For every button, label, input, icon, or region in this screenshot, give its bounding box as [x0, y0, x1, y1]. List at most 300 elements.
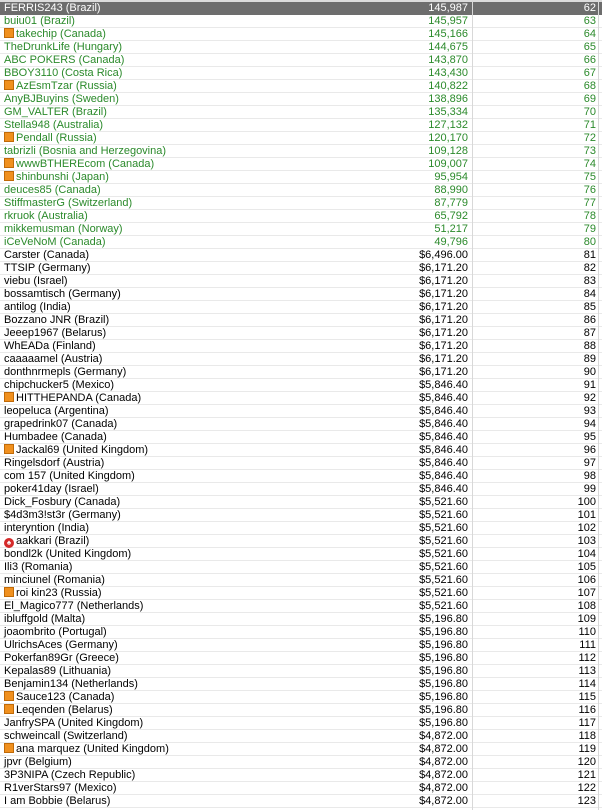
- position-cell: 93: [583, 405, 596, 417]
- player-name: ana marquez (United Kingdom): [16, 743, 169, 755]
- prize-cell: $5,846.40: [419, 392, 468, 404]
- prize-cell: $4,872.00: [419, 756, 468, 768]
- table-row[interactable]: [0, 600, 602, 613]
- table-row[interactable]: [0, 41, 602, 54]
- position-cell: 83: [583, 275, 596, 287]
- player-name-cell: [4, 626, 107, 639]
- prize-cell: $5,521.60: [419, 587, 468, 599]
- player-name-cell: [4, 288, 121, 301]
- prize-cell: 88,990: [434, 184, 468, 196]
- table-row[interactable]: [0, 639, 602, 652]
- player-name-cell: [4, 678, 138, 691]
- table-row[interactable]: [0, 210, 602, 223]
- player-name: shinbunshi (Japan): [16, 171, 109, 183]
- position-cell: 73: [583, 145, 596, 157]
- position-cell: 89: [583, 353, 596, 365]
- table-row[interactable]: [0, 353, 602, 366]
- player-name-cell: [4, 509, 121, 522]
- table-row[interactable]: [0, 67, 602, 80]
- player-name: Carster (Canada): [4, 249, 89, 261]
- player-name-cell: [4, 600, 143, 613]
- player-badge-icon: [4, 80, 14, 90]
- player-name-cell: [4, 366, 126, 379]
- table-row[interactable]: [0, 158, 602, 171]
- position-cell: 111: [579, 639, 596, 651]
- table-row[interactable]: [0, 730, 602, 743]
- prize-cell: $6,171.20: [419, 275, 468, 287]
- prize-cell: 138,896: [428, 93, 468, 105]
- table-row-selected[interactable]: [0, 2, 602, 15]
- position-cell: 104: [577, 548, 596, 560]
- player-name: chipchucker5 (Mexico): [4, 379, 115, 391]
- position-cell: 117: [578, 717, 596, 729]
- prize-cell: $5,521.60: [419, 496, 468, 508]
- player-name: mikkemusman (Norway): [4, 223, 123, 235]
- prize-cell: $6,171.20: [419, 327, 468, 339]
- prize-cell: 135,334: [428, 106, 468, 118]
- player-name-cell: [4, 132, 97, 145]
- position-cell: 113: [578, 665, 596, 677]
- table-row[interactable]: [0, 106, 602, 119]
- prize-cell: $5,521.60: [419, 561, 468, 573]
- player-badge-icon: [4, 444, 14, 454]
- prize-cell: $6,171.20: [419, 288, 468, 300]
- position-cell: 77: [583, 197, 596, 209]
- position-cell: 69: [583, 93, 596, 105]
- player-badge-icon: [4, 171, 14, 181]
- player-name-cell: [4, 236, 106, 249]
- prize-cell: $5,521.60: [419, 535, 468, 547]
- player-name: buiu01 (Brazil): [4, 15, 75, 27]
- player-name: aakkari (Brazil): [16, 535, 90, 547]
- prize-cell: 109,007: [428, 158, 468, 170]
- player-name-cell: [4, 67, 122, 80]
- position-cell: 114: [578, 678, 596, 690]
- table-row[interactable]: [0, 366, 602, 379]
- player-name-cell: [4, 782, 116, 795]
- prize-cell: $5,196.80: [419, 678, 468, 690]
- prize-cell: 65,792: [434, 210, 468, 222]
- player-name: R1verStars97 (Mexico): [4, 782, 117, 794]
- table-row[interactable]: [0, 483, 602, 496]
- table-row[interactable]: [0, 782, 602, 795]
- table-row[interactable]: [0, 301, 602, 314]
- player-name: Leqenden (Belarus): [16, 704, 113, 716]
- player-name: minciunel (Romania): [4, 574, 105, 586]
- position-cell: 100: [577, 496, 596, 508]
- player-name-cell: [4, 431, 107, 444]
- position-cell: 98: [583, 470, 596, 482]
- table-row[interactable]: [0, 444, 602, 457]
- position-cell: 105: [577, 561, 596, 573]
- player-name: Ili3 (Romania): [4, 561, 73, 573]
- player-name-cell: [4, 2, 101, 15]
- prize-cell: 51,217: [434, 223, 468, 235]
- player-name: joaombrito (Portugal): [4, 626, 107, 638]
- player-name-cell: [4, 41, 122, 54]
- player-name: TTSIP (Germany): [4, 262, 91, 274]
- position-cell: 88: [583, 340, 596, 352]
- prize-cell: $5,196.80: [419, 639, 468, 651]
- table-row[interactable]: [0, 171, 602, 184]
- prize-cell: 87,779: [434, 197, 468, 209]
- player-name: Jackal69 (United Kingdom): [16, 444, 149, 456]
- table-row[interactable]: [0, 652, 602, 665]
- table-row[interactable]: [0, 405, 602, 418]
- player-badge-icon: [4, 704, 14, 714]
- player-name: caaaaamel (Austria): [4, 353, 103, 365]
- player-name-cell: [4, 340, 96, 353]
- prize-cell: $5,196.80: [419, 652, 468, 664]
- player-name: Pokerfan89Gr (Greece): [4, 652, 119, 664]
- position-cell: 64: [583, 28, 596, 40]
- table-row[interactable]: [0, 54, 602, 67]
- player-name: GM_VALTER (Brazil): [4, 106, 107, 118]
- player-name-cell: [4, 184, 101, 197]
- position-cell: 62: [583, 2, 596, 14]
- column-divider: [598, 0, 599, 810]
- player-name: iCeVeNoM (Canada): [4, 236, 106, 248]
- table-row[interactable]: [0, 392, 602, 405]
- table-row[interactable]: [0, 704, 602, 717]
- prize-cell: $5,846.40: [419, 418, 468, 430]
- table-row[interactable]: [0, 613, 602, 626]
- prize-cell: $4,872.00: [419, 769, 468, 781]
- player-name: HITTHEPANDA (Canada): [16, 392, 142, 404]
- position-cell: 71: [583, 119, 596, 131]
- position-cell: 70: [583, 106, 596, 118]
- prize-cell: $5,846.40: [419, 444, 468, 456]
- player-name: I am Bobbie (Belarus): [4, 795, 111, 807]
- table-row[interactable]: [0, 769, 602, 782]
- table-row[interactable]: [0, 236, 602, 249]
- player-name-cell: [4, 756, 72, 769]
- player-name-cell: [4, 522, 89, 535]
- player-name-cell: [4, 353, 102, 366]
- player-name-cell: [4, 548, 131, 561]
- prize-cell: $5,846.40: [419, 470, 468, 482]
- prize-cell: $5,846.40: [419, 405, 468, 417]
- position-cell: 109: [577, 613, 596, 625]
- player-name-cell: [4, 93, 119, 106]
- player-name: Stella948 (Australia): [4, 119, 104, 131]
- prize-cell: 95,954: [434, 171, 468, 183]
- prize-cell: $4,872.00: [419, 795, 468, 807]
- spade-icon: ♠: [4, 538, 14, 548]
- player-name: UlrichsAces (Germany): [4, 639, 118, 651]
- player-name-cell: [4, 301, 71, 314]
- prize-cell: $6,171.20: [419, 366, 468, 378]
- prize-cell: $5,846.40: [419, 431, 468, 443]
- player-name-cell: [4, 171, 109, 184]
- player-name: ABC POKERS (Canada): [4, 54, 125, 66]
- table-row[interactable]: [0, 509, 602, 522]
- position-cell: 66: [583, 54, 596, 66]
- table-row[interactable]: [0, 184, 602, 197]
- position-cell: 101: [577, 509, 596, 521]
- prize-cell: 145,957: [428, 15, 468, 27]
- table-row[interactable]: [0, 132, 602, 145]
- table-row[interactable]: [0, 327, 602, 340]
- position-cell: 65: [583, 41, 596, 53]
- prize-cell: $5,196.80: [419, 626, 468, 638]
- prize-cell: 144,675: [428, 41, 468, 53]
- prize-cell: $6,171.20: [419, 262, 468, 274]
- position-cell: 97: [583, 457, 596, 469]
- table-row[interactable]: [0, 223, 602, 236]
- player-name: donthnrmepls (Germany): [4, 366, 127, 378]
- player-name-cell: [4, 54, 124, 67]
- player-name-cell: [4, 145, 166, 158]
- prize-cell: $5,521.60: [419, 548, 468, 560]
- table-row[interactable]: [0, 28, 602, 41]
- player-name: rkruok (Australia): [4, 210, 88, 222]
- player-name: 3P3NIPA (Czech Republic): [4, 769, 136, 781]
- table-row[interactable]: [0, 249, 602, 262]
- player-name-cell: [4, 444, 148, 457]
- player-badge-icon: [4, 392, 14, 402]
- player-name: bossamtisch (Germany): [4, 288, 121, 300]
- player-name-cell: [4, 418, 117, 431]
- position-cell: 121: [577, 769, 596, 781]
- player-name-cell: [4, 795, 110, 808]
- player-name: AzEsmTzar (Russia): [16, 80, 117, 92]
- table-row[interactable]: [0, 522, 602, 535]
- player-badge-icon: [4, 587, 14, 597]
- player-name: TheDrunkLife (Hungary): [4, 41, 122, 53]
- prize-cell: 120,170: [428, 132, 468, 144]
- player-name: El_Magico777 (Netherlands): [4, 600, 144, 612]
- position-cell: 75: [583, 171, 596, 183]
- player-name: FERRIS243 (Brazil): [4, 2, 101, 14]
- table-row[interactable]: [0, 574, 602, 587]
- prize-cell: $5,521.60: [419, 574, 468, 586]
- prize-cell: $5,521.60: [419, 600, 468, 612]
- prize-cell: $5,846.40: [419, 483, 468, 495]
- player-name-cell: [4, 470, 135, 483]
- player-name-cell: [4, 730, 128, 743]
- table-row[interactable]: [0, 470, 602, 483]
- position-cell: 67: [583, 67, 596, 79]
- prize-cell: $5,521.60: [419, 509, 468, 521]
- table-row[interactable]: [0, 288, 602, 301]
- position-cell: 72: [583, 132, 596, 144]
- table-row[interactable]: [0, 145, 602, 158]
- table-row[interactable]: [0, 197, 602, 210]
- player-name-cell: [4, 652, 119, 665]
- table-row[interactable]: [0, 93, 602, 106]
- player-name-cell: [4, 613, 85, 626]
- position-cell: 119: [578, 743, 596, 755]
- prize-cell: $6,171.20: [419, 314, 468, 326]
- player-name-cell: [4, 262, 91, 275]
- player-name: BBOY3110 (Costa Rica): [4, 67, 123, 79]
- player-name: antilog (India): [4, 301, 71, 313]
- player-name-cell: [4, 210, 88, 223]
- player-name-cell: [4, 314, 109, 327]
- player-name: StiffmasterG (Switzerland): [4, 197, 133, 209]
- table-row[interactable]: [0, 548, 602, 561]
- player-name: poker41day (Israel): [4, 483, 99, 495]
- player-name-cell: [4, 379, 114, 392]
- player-name-cell: [4, 691, 114, 704]
- prize-cell: 127,132: [428, 119, 468, 131]
- table-row[interactable]: [0, 665, 602, 678]
- player-name: Jeeep1967 (Belarus): [4, 327, 107, 339]
- player-badge-icon: [4, 743, 14, 753]
- prize-cell: $6,171.20: [419, 340, 468, 352]
- position-cell: 90: [583, 366, 596, 378]
- player-name-cell: [4, 483, 99, 496]
- position-cell: 118: [578, 730, 596, 742]
- player-name-cell: [4, 769, 135, 782]
- player-badge-icon: [4, 691, 14, 701]
- player-name-cell: [4, 275, 68, 288]
- player-name-cell: [4, 587, 102, 600]
- table-row[interactable]: [0, 431, 602, 444]
- prize-cell: $5,846.40: [419, 379, 468, 391]
- table-row[interactable]: [0, 262, 602, 275]
- player-name: ibluffgold (Malta): [4, 613, 86, 625]
- player-name: schweincall (Switzerland): [4, 730, 128, 742]
- column-divider: [472, 0, 473, 810]
- prize-cell: $5,196.80: [419, 665, 468, 677]
- prize-cell: $5,196.80: [419, 704, 468, 716]
- player-name-cell: [4, 15, 75, 28]
- player-name: $4d3m3!st3r (Germany): [4, 509, 121, 521]
- player-badge-icon: [4, 28, 14, 38]
- position-cell: 79: [583, 223, 596, 235]
- prize-cell: $5,846.40: [419, 457, 468, 469]
- position-cell: 91: [583, 379, 596, 391]
- player-name: takechip (Canada): [16, 28, 106, 40]
- table-row[interactable]: [0, 756, 602, 769]
- prize-cell: 143,870: [428, 54, 468, 66]
- table-row[interactable]: [0, 795, 602, 808]
- player-name-cell: [4, 743, 169, 756]
- table-row[interactable]: [0, 15, 602, 28]
- player-name-cell: [4, 405, 109, 418]
- prize-cell: $4,872.00: [419, 743, 468, 755]
- position-cell: 120: [577, 756, 596, 768]
- prize-cell: $5,521.60: [419, 522, 468, 534]
- table-row[interactable]: [0, 496, 602, 509]
- table-row[interactable]: [0, 275, 602, 288]
- player-name: jpvr (Belgium): [4, 756, 72, 768]
- table-row[interactable]: [0, 561, 602, 574]
- table-row[interactable]: [0, 535, 602, 548]
- position-cell: 74: [583, 158, 596, 170]
- table-row[interactable]: [0, 457, 602, 470]
- player-name: bondl2k (United Kingdom): [4, 548, 132, 560]
- player-name-cell: [4, 561, 72, 574]
- player-name: deuces85 (Canada): [4, 184, 101, 196]
- player-name: Ringelsdorf (Austria): [4, 457, 105, 469]
- table-row[interactable]: [0, 678, 602, 691]
- player-name-cell: [4, 665, 111, 678]
- position-cell: 102: [577, 522, 596, 534]
- player-name-cell: [4, 106, 107, 119]
- player-name-cell: [4, 496, 120, 509]
- table-row[interactable]: [0, 314, 602, 327]
- table-row[interactable]: [0, 743, 602, 756]
- position-cell: 123: [577, 795, 596, 807]
- player-name: Kepalas89 (Lithuania): [4, 665, 112, 677]
- prize-cell: $6,171.20: [419, 301, 468, 313]
- position-cell: 87: [583, 327, 596, 339]
- player-name-cell: [4, 80, 117, 93]
- table-row[interactable]: [0, 379, 602, 392]
- player-name: WhEADa (Finland): [4, 340, 96, 352]
- player-name-cell: [4, 535, 89, 548]
- player-name: wwwBTHEREcom (Canada): [16, 158, 155, 170]
- position-cell: 99: [583, 483, 596, 495]
- player-name: grapedrink07 (Canada): [4, 418, 118, 430]
- table-row[interactable]: [0, 717, 602, 730]
- position-cell: 96: [583, 444, 596, 456]
- player-name-cell: [4, 158, 154, 171]
- table-row[interactable]: [0, 119, 602, 132]
- position-cell: 76: [583, 184, 596, 196]
- player-name: roi kin23 (Russia): [16, 587, 102, 599]
- position-cell: 108: [577, 600, 596, 612]
- position-cell: 86: [583, 314, 596, 326]
- position-cell: 112: [578, 652, 596, 664]
- player-name: Bozzano JNR (Brazil): [4, 314, 110, 326]
- player-name: viebu (Israel): [4, 275, 68, 287]
- position-cell: 116: [578, 704, 596, 716]
- table-row[interactable]: [0, 626, 602, 639]
- prize-cell: $4,872.00: [419, 782, 468, 794]
- position-cell: 80: [583, 236, 596, 248]
- prize-cell: $6,171.20: [419, 353, 468, 365]
- player-name: com 157 (United Kingdom): [4, 470, 135, 482]
- player-name: interyntion (India): [4, 522, 89, 534]
- position-cell: 78: [583, 210, 596, 222]
- player-name: Sauce123 (Canada): [16, 691, 115, 703]
- position-cell: 92: [583, 392, 596, 404]
- player-name-cell: [4, 223, 123, 236]
- player-name: JanfrySPA (United Kingdom): [4, 717, 144, 729]
- player-name-cell: [4, 457, 104, 470]
- player-name-cell: [4, 327, 106, 340]
- player-name: leopeluca (Argentina): [4, 405, 109, 417]
- table-row[interactable]: [0, 691, 602, 704]
- position-cell: 95: [583, 431, 596, 443]
- position-cell: 82: [583, 262, 596, 274]
- leaderboard-list[interactable]: [0, 2, 602, 808]
- prize-cell: 109,128: [428, 145, 468, 157]
- table-row[interactable]: [0, 340, 602, 353]
- prize-cell: 143,430: [428, 67, 468, 79]
- table-row[interactable]: [0, 418, 602, 431]
- table-row[interactable]: [0, 587, 602, 600]
- prize-cell: $4,872.00: [419, 730, 468, 742]
- player-name-cell: [4, 197, 132, 210]
- prize-cell: $6,496.00: [419, 249, 468, 261]
- player-badge-icon: [4, 158, 14, 168]
- player-name-cell: [4, 28, 106, 41]
- prize-cell: 140,822: [428, 80, 468, 92]
- player-name: tabrizli (Bosnia and Herzegovina): [4, 145, 167, 157]
- player-name-cell: [4, 639, 118, 652]
- position-cell: 84: [583, 288, 596, 300]
- player-name: Benjamin134 (Netherlands): [4, 678, 138, 690]
- table-row[interactable]: [0, 80, 602, 93]
- position-cell: 122: [577, 782, 596, 794]
- position-cell: 63: [583, 15, 596, 27]
- prize-cell: 49,796: [434, 236, 468, 248]
